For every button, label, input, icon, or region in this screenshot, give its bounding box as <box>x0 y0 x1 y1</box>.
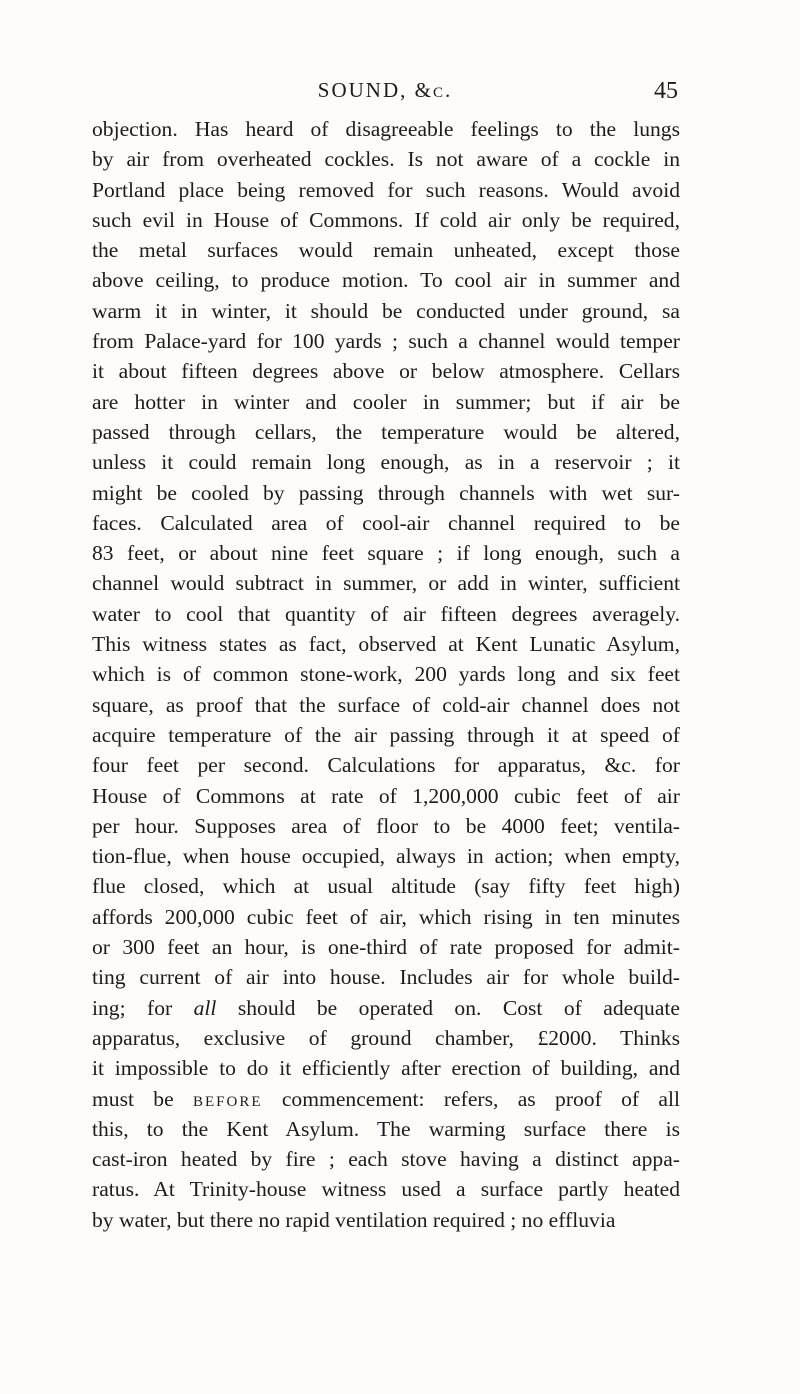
text-line: Portland place being removed for such reasons. Would avoid <box>92 177 680 202</box>
text-run: must be <box>92 1086 194 1111</box>
text-line: water to cool that quantity of air fifteen degrees averagely. <box>92 601 680 626</box>
text-run: commencement: refers, as proof of all <box>262 1086 680 1111</box>
text-line: or 300 feet an hour, is one-third of rate proposed for admit- <box>92 935 680 960</box>
text-line: passed through cellars, the temperature would be altered, <box>92 419 680 444</box>
text-line: channel would subtract in summer, or add in winter, sufficient <box>92 571 680 596</box>
text-line: affords 200,000 cubic feet of air, which rising in ten minutes <box>92 904 680 929</box>
text-line: flue closed, which at usual altitude (say fifty feet high) <box>92 874 680 899</box>
text-line: by water, but there no rapid ventilation required ; no effluvia <box>92 1207 616 1232</box>
text-line: square, as proof that the surface of cold-air channel does not <box>92 692 680 717</box>
page-number: 45 <box>654 78 678 104</box>
text-line: four feet per second. Calculations for apparatus, &c. for <box>92 753 680 778</box>
text-line: unless it could remain long enough, as in a reservoir ; it <box>92 450 680 475</box>
text-line: ting current of air into house. Includes air for whole build- <box>92 965 680 990</box>
text-line: faces. Calculated area of cool-air channel required to be <box>92 510 680 535</box>
running-head <box>92 78 678 108</box>
text-line: apparatus, exclusive of ground chamber, £2000. Thinks <box>92 1025 680 1050</box>
text-run: should be operated on. Cost of adequate <box>216 995 680 1020</box>
text-line: objection. Has heard of disagreeable feelings to the lungs <box>92 117 680 141</box>
text-line: such evil in House of Commons. If cold air only be required, <box>92 207 680 232</box>
small-caps-emphasis: before <box>193 1086 263 1111</box>
text-line: by air from overheated cockles. Is not aware of a cockle in <box>92 147 680 172</box>
text-line: this, to the Kent Asylum. The warming surface there is <box>92 1116 680 1141</box>
text-line: the metal surfaces would remain unheated, except those <box>92 238 680 263</box>
text-line: which is of common stone-work, 200 yards long and six feet <box>92 662 680 687</box>
text-line: it impossible to do it efficiently after erection of building, and <box>92 1056 680 1081</box>
text-line: cast-iron heated by fire ; each stove having a distinct appa- <box>92 1147 680 1172</box>
text-line: above ceiling, to produce motion. To cool air in summer and <box>92 268 680 293</box>
text-line: acquire temperature of the air passing through it at speed of <box>92 722 680 747</box>
text-line: warm it in winter, it should be conducted under ground, sa <box>92 298 680 323</box>
text-line: tion-flue, when house occupied, always in action; when empty, <box>92 844 680 869</box>
text-line: might be cooled by passing through channels with wet sur- <box>92 480 680 505</box>
text-line: This witness states as fact, observed at Kent Lunatic Asylum, <box>92 632 680 657</box>
text-line: ratus. At Trinity-house witness used a surface partly heated <box>92 1177 680 1202</box>
text-line: are hotter in winter and cooler in summer; but if air be <box>92 389 680 414</box>
text-line <box>92 1084 680 1114</box>
text-line: per hour. Supposes area of floor to be 4000 feet; ventila- <box>92 813 680 838</box>
text-line: from Palace-yard for 100 yards ; such a channel would temper <box>92 329 680 354</box>
body-text <box>92 114 680 1235</box>
running-title: SOUND, &c. <box>317 78 453 102</box>
text-line: House of Commons at rate of 1,200,000 cubic feet of air <box>92 783 680 808</box>
italic-emphasis: all <box>193 995 217 1020</box>
text-line: 83 feet, or about nine feet square ; if long enough, such a <box>92 541 680 566</box>
text-line: it about fifteen degrees above or below atmosphere. Cellars <box>92 359 680 384</box>
text-line <box>92 993 680 1023</box>
text-run: ing; for <box>92 995 194 1020</box>
